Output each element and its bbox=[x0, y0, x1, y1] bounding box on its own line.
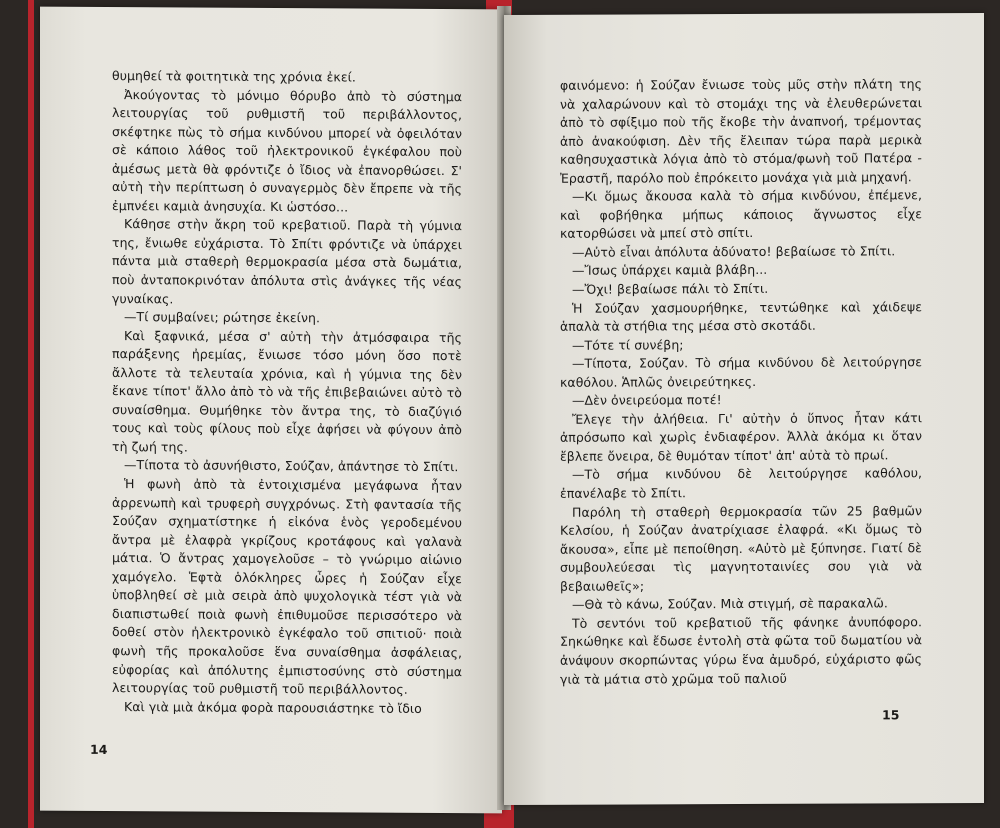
page-number: 14 bbox=[90, 741, 108, 758]
paragraph: —Κι ὅμως ἄκουσα καλὰ τὸ σήμα κινδύνου, ἐπέμενε, καὶ φοβήθηκα μήπως κάποιος ἄγνωστος εἶχε κατορθώσει νὰ μπεί στὸ σπίτι. bbox=[560, 187, 922, 242]
paragraph: Καὶ γιὰ μιὰ ἀκόμα φορὰ παρουσιάστηκε τὸ ἴδιο bbox=[124, 698, 422, 716]
paragraph: Τὸ σεντόνι τοῦ κρεβατιοῦ τῆς φάνηκε ἀνυπόφορο. Σηκώθηκε καὶ ἔδωσε ἐντολὴ στὰ φῶτα τοῦ δωματίου νὰ ἀνάψουν σκορπώντας γύρω ἕνα ἀμυδρό, εὐχάριστο φῶς γιὰ τὰ μάτια στὸ χρῶμα τοῦ παλιοῦ bbox=[560, 614, 922, 687]
paragraph: —Αὐτὸ εἶναι ἀπόλυτα ἀδύνατο! βεβαίωσε τὸ Σπίτι. bbox=[572, 243, 896, 260]
paragraph: Ἔλεγε τὴν ἀλήθεια. Γι' αὐτὴν ὁ ὕπνος ἦταν κάτι ἀπρόσωπο καὶ χωρὶς ἐνδιαφέρον. Ἀλλὰ ἀκόμα κι ὅταν ἔβλεπε ὄνειρα, δὲ θυμόταν τίποτ' ἀπ' αὐτὰ τὸ πρωί. bbox=[560, 410, 922, 464]
paragraph: Ἡ φωνὴ ἀπὸ τὰ ἐντοιχισμένα μεγάφωνα ἦταν ἀρρενωπὴ καὶ τρυφερὴ συγχρόνως. Στὴ φαντασία τῆς Σούζαν σχηματίστηκε ἡ εἰκόνα ἑνὸς γεροδεμένου ἄντρα μὲ ἐλαφρὰ γκρίζους κροτάφους καὶ γαλανὰ μάτια. Ὁ ἄντρας χαμογελοῦσε – τὸ γνώριμο αἰώνιο χαμόγελο. Ἑφτὰ ὁλόκληρες ὧρες ἡ Σούζαν εἶχε ὑποβληθεί σὲ μιὰ σειρὰ ἀπὸ ψυχολογικὰ τέστ γιὰ νὰ διαπιστωθεί ποιὰ φωνὴ ἐπιθυμοῦσε περισσότερο νὰ δοθεί στὸν ἠλεκτρονικὸ ἐγκέφαλο τοῦ σπιτιοῦ· ποιὰ φωνὴ τῆς προκαλοῦσε ἕνα συναίσθημα ἀσφάλειας, εὐφορίας καὶ ἀπόλυτης ἐμπιστοσύνης στὸ σύστημα λειτουργίας τοῦ ρυθμιστῆ τοῦ περιβάλλοντος. bbox=[112, 476, 462, 697]
paragraph: Κάθησε στὴν ἄκρη τοῦ κρεβατιοῦ. Παρὰ τὴ γύμνια της, ἔνιωθε εὐχάριστα. Τὸ Σπίτι φρόντιζε νὰ ὑπάρχει πάντα μιὰ σταθερὴ θερμοκρασία μέσα στὰ δωμάτια, ποὺ ἀνταποκρινόταν ἀπόλυτα στὶς ἀνάγκες τῆς νέας γυναίκας. bbox=[112, 216, 462, 306]
paragraph: —Τὸ σήμα κινδύνου δὲ λειτούργησε καθόλου, ἐπανέλαβε τὸ Σπίτι. bbox=[560, 465, 922, 501]
paragraph: —Ἴσως ὑπάρχει καμιὰ βλάβη... bbox=[572, 262, 768, 279]
right-page-text bbox=[560, 75, 922, 689]
paragraph: θυμηθεί τὰ φοιτητικὰ της χρόνια ἐκεί. bbox=[112, 68, 356, 85]
paragraph: Ἡ Σούζαν χασμουρήθηκε, τεντώθηκε καὶ χάιδεψε ἁπαλὰ τὰ στήθια της μέσα στὸ σκοτάδι. bbox=[560, 298, 922, 334]
paragraph: φαινόμενο: ἡ Σούζαν ἔνιωσε τοὺς μῦς στὴν πλάτη της νὰ χαλαρώνουν καὶ τὸ στομάχι της νὰ ἐλευθερώνεται ἀπὸ τὸ σφίξιμο ποὺ τῆς ἔκοβε τὴν ἀναπνοή, τρέμοντας ἀπὸ ἀνακούφιση. Δὲν τῆς ἔλειπαν τώρα παρὰ μερικὰ καθησυχαστικὰ λόγια ἀπὸ τὸ στόμα/φωνὴ τοῦ Πατέρα - Ἐραστῆ, παρόλο ποὺ ἐπρόκειτο μονάχα γιὰ μιὰ μηχανή. bbox=[560, 76, 922, 186]
paragraph: —Τίποτα τὸ ἀσυνήθιστο, Σούζαν, ἀπάντησε τὸ Σπίτι. bbox=[124, 457, 459, 475]
book-cover-edge bbox=[28, 0, 34, 828]
paragraph: Παρόλη τὴ σταθερὴ θερμοκρασία τῶν 25 βαθμῶν Κελσίου, ἡ Σούζαν ἀνατρίχιασε ἐλαφρά. «Κι ὅμως τὸ ἄκουσα», εἶπε μὲ πεποίθηση. «Αὐτὸ μὲ ξύπνησε. Γιατί δὲ συμβουλεύεσαι τὶς μαγνητοταινίες σου γιὰ νὰ βεβαιωθεῖς»; bbox=[560, 502, 922, 594]
paragraph: —Τί συμβαίνει; ρώτησε ἐκείνη. bbox=[124, 309, 320, 326]
page-number: 15 bbox=[882, 707, 900, 723]
paragraph: —Ὄχι! βεβαίωσε πάλι τὸ Σπίτι. bbox=[572, 280, 769, 297]
paragraph: Ἀκούγοντας τὸ μόνιμο θόρυβο ἀπὸ τὸ σύστημα λειτουργίας τοῦ ρυθμιστῆ τοῦ περιβάλλοντος, σκέφτηκε πὼς τὸ σήμα κινδύνου μπορεί νὰ ὀφειλόταν σὲ κάποιο λάθος τοῦ ἠλεκτρονικοῦ ἐγκέφαλου ποὺ ἀμέσως μετὰ θὰ φρόντιζε ὁ ἴδιος νὰ ἐπανορθώσει. Σ' αὐτὴ τὴν περίπτωση ὁ συναγερμὸς δὲν ἔπρεπε νὰ τῆς ἐμπνέει καμιὰ ἀνησυχία. Κι ὡστόσο... bbox=[112, 86, 462, 215]
paragraph: Καὶ ξαφνικά, μέσα σ' αὐτὴ τὴν ἀτμόσφαιρα τῆς παράξενης ἠρεμίας, ἔνιωσε τόσο μόνη ὅσο ποτὲ ἄλλοτε τὰ τελευταία χρόνια, καὶ ἡ γύμνια της δὲν ἔκανε τίποτ' ἄλλο ἀπὸ τὸ νὰ τῆς ἐπιβεβαιώνει αὐτὸ τὸ συναίσθημα. Θυμήθηκε τὸν ἄντρα της, τὸ διαζύγιό τους καὶ τοὺς φίλους ποὺ εἶχε ἀφήσει νὰ φύγουν ἀπὸ τὴ ζωή της. bbox=[112, 327, 462, 455]
right-page bbox=[504, 13, 984, 805]
paragraph: —Θὰ τὸ κάνω, Σούζαν. Μιὰ στιγμή, σὲ παρακαλῶ. bbox=[572, 595, 888, 613]
paragraph: —Δὲν ὀνειρεύομα ποτέ! bbox=[572, 392, 722, 409]
left-page-text bbox=[112, 67, 462, 718]
left-page bbox=[40, 7, 502, 814]
paragraph: —Τότε τί συνέβη; bbox=[572, 336, 684, 353]
paragraph: —Τίποτα, Σούζαν. Τὸ σήμα κινδύνου δὲ λειτούργησε καθόλου. Ἁπλῶς ὀνειρεύτηκες. bbox=[560, 354, 922, 390]
